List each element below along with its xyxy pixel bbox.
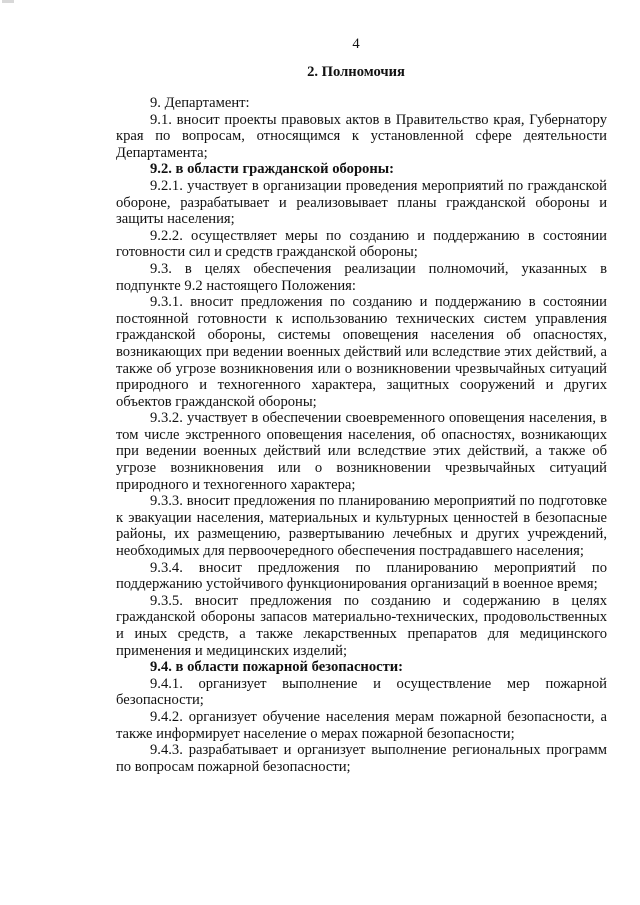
- subsection-heading-9-2: 9.2. в области гражданской обороны:: [150, 161, 395, 178]
- paragraph-9-3: 9.3. в целях обеспечения реализации полномочий, указанных в подпункте 9.2 настоящего Положения:: [116, 260, 607, 294]
- paragraph-9-4-1: 9.4.1. организует выполнение и осуществление мер пожарной безопасности;: [116, 675, 607, 709]
- paragraph-9-4-2: 9.4.2. организует обучение населения мерам пожарной безопасности, а также информирует население о мерах пожарной безопасности;: [116, 708, 607, 742]
- subsection-heading-9-4: 9.4. в области пожарной безопасности:: [150, 659, 404, 676]
- scan-artifact: [2, 0, 14, 3]
- paragraph-9-2-1: 9.2.1. участвует в организации проведения мероприятий по гражданской обороне, разрабатывает и реализовывает планы гражданской обороны и защиты населения;: [116, 177, 607, 228]
- paragraph-9-3-5: 9.3.5. вносит предложения по созданию и содержанию в целях гражданской обороны запасов материально-технических, продовольственных и иных средств, а также лекарственных препаратов для медицинского применения и медицинских изделий;: [116, 592, 607, 659]
- paragraph-9-1: 9.1. вносит проекты правовых актов в Правительство края, Губернатору края по вопросам, относящимся к установленной сфере деятельности Департамента;: [116, 111, 607, 161]
- page-number: 4: [352, 36, 360, 52]
- paragraph-9-2-2: 9.2.2. осуществляет меры по созданию и поддержанию в состоянии готовности сил и средств гражданской обороны;: [116, 227, 607, 261]
- paragraph-9-3-4: 9.3.4. вносит предложения по планированию мероприятий по поддержанию устойчивого функционирования организаций в военное время;: [116, 559, 607, 593]
- paragraph-9-3-2: 9.3.2. участвует в обеспечении своевременного оповещения населения, в том числе экстренного оповещения населения, об опасностях, возникающих при ведении военных действий или вследствие этих действий, а также об угрозе возникновения или о возникновении чрезвычайных ситуаций природного и техногенного характера;: [116, 410, 607, 493]
- paragraph-9-3-1: 9.3.1. вносит предложения по созданию и поддержанию в состоянии постоянной готовности к использованию технических систем управления гражданской обороны, системы оповещения населения об опасностях, возникающих при ведении военных действий или вследствие этих действий, а также об угрозе возникновения или о возникновении чрезвычайных ситуаций природного и техногенного характера, защитных сооружений и других объектов гражданской обороны;: [116, 294, 607, 410]
- paragraph-9: 9. Департамент:: [150, 95, 250, 111]
- paragraph-9-4-3: 9.4.3. разрабатывает и организует выполнение региональных программ по вопросам пожарной безопасности;: [116, 742, 607, 775]
- document-body: [116, 95, 607, 775]
- paragraph-9-3-3: 9.3.3. вносит предложения по планированию мероприятий по подготовке к эвакуации населения, материальных и культурных ценностей в безопасные районы, их размещению, развертыванию лечебных и других учреждений, необходимых для первоочередного обеспечения пострадавшего населения;: [116, 493, 607, 560]
- section-title: 2. Полномочия: [307, 64, 405, 80]
